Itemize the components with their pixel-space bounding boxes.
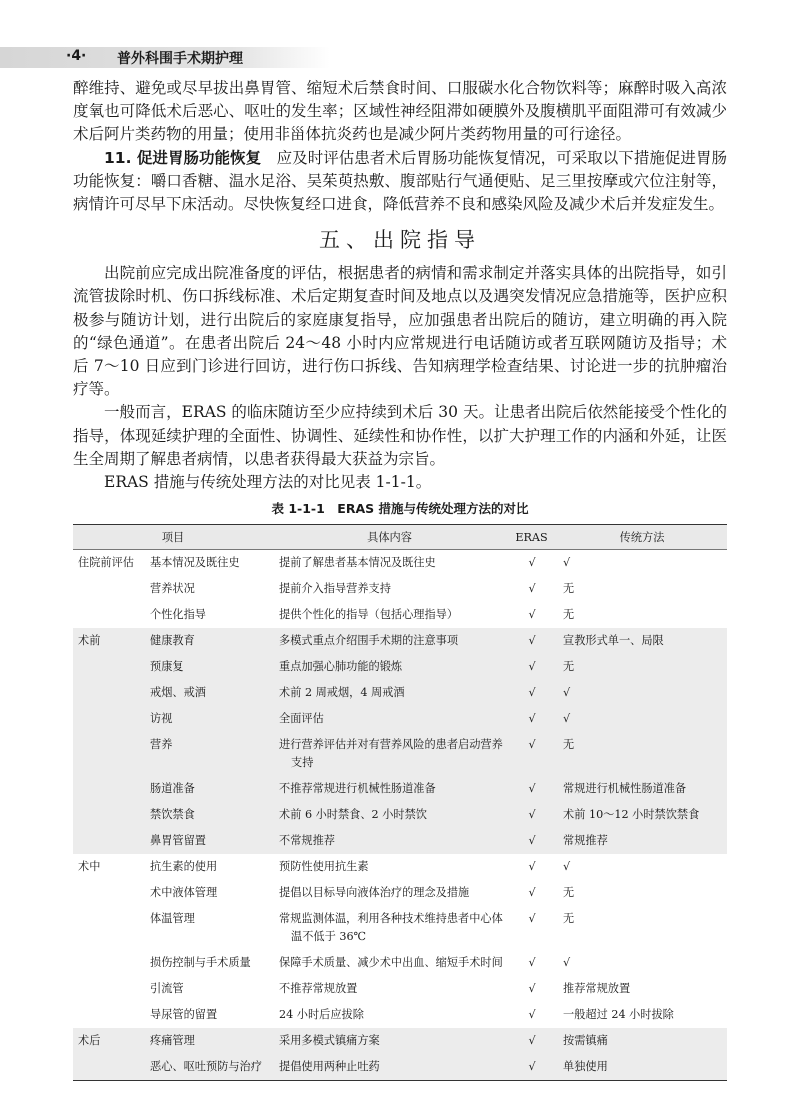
row-eras bbox=[506, 976, 558, 1002]
row-content bbox=[274, 950, 506, 976]
row-eras-text: √ bbox=[528, 956, 536, 970]
row-group bbox=[73, 976, 145, 1002]
row-eras-text: √ bbox=[528, 808, 536, 822]
row-traditional bbox=[558, 906, 727, 950]
body-text-discharge bbox=[73, 262, 727, 494]
row-content bbox=[274, 706, 506, 732]
row-eras bbox=[506, 654, 558, 680]
table-header-row bbox=[73, 525, 727, 550]
row-content-text: 提供个性化的指导（包括心理指导） bbox=[279, 608, 459, 622]
row-traditional-text: 一般超过 24 小时拔除 bbox=[563, 1008, 674, 1022]
row-eras bbox=[506, 854, 558, 880]
row-traditional-text: 常规进行机械性肠道准备 bbox=[563, 782, 687, 796]
book-title: 普外科围手术期护理 bbox=[117, 51, 243, 67]
row-content bbox=[274, 1002, 506, 1028]
row-item bbox=[145, 628, 274, 654]
body-text-top bbox=[73, 77, 727, 216]
row-group bbox=[73, 1054, 145, 1081]
row-content bbox=[274, 550, 506, 577]
row-eras bbox=[506, 880, 558, 906]
row-item bbox=[145, 828, 274, 854]
table-row bbox=[73, 906, 727, 950]
row-item-text: 营养 bbox=[150, 738, 173, 752]
row-content-text: 术前 2 周戒烟，4 周戒酒 bbox=[279, 686, 405, 700]
row-content bbox=[274, 680, 506, 706]
row-eras-text: √ bbox=[528, 634, 536, 648]
row-eras bbox=[506, 706, 558, 732]
row-eras-text: √ bbox=[528, 660, 536, 674]
table-row bbox=[73, 802, 727, 828]
row-traditional bbox=[558, 1054, 727, 1081]
section-title: 五、出院指导 bbox=[319, 228, 481, 253]
row-traditional-text: 无 bbox=[563, 886, 575, 900]
row-group bbox=[73, 776, 145, 802]
row-traditional-text: √ bbox=[563, 860, 571, 874]
row-content bbox=[274, 602, 506, 628]
row-eras bbox=[506, 732, 558, 776]
row-item bbox=[145, 802, 274, 828]
header-content: 具体内容 bbox=[274, 525, 506, 550]
row-content-text: 进行营养评估并对有营养风险的患者启动营养支持 bbox=[279, 738, 503, 770]
row-traditional-text: 常规推荐 bbox=[563, 834, 608, 848]
row-item-text: 抗生素的使用 bbox=[150, 860, 218, 874]
row-eras-text: √ bbox=[528, 582, 536, 596]
row-item-text: 术中液体管理 bbox=[150, 886, 218, 900]
row-eras bbox=[506, 576, 558, 602]
row-item bbox=[145, 854, 274, 880]
row-content bbox=[274, 880, 506, 906]
row-content-text: 常规监测体温，利用各种技术维持患者中心体温不低于 36℃ bbox=[279, 912, 503, 944]
row-item-text: 健康教育 bbox=[150, 634, 195, 648]
table-row bbox=[73, 776, 727, 802]
row-traditional bbox=[558, 628, 727, 654]
row-item-text: 肠道准备 bbox=[150, 782, 195, 796]
row-eras-text: √ bbox=[528, 1034, 536, 1048]
row-traditional-text: 无 bbox=[563, 582, 575, 596]
row-item-text: 引流管 bbox=[150, 982, 184, 996]
row-group bbox=[73, 950, 145, 976]
row-traditional-text: √ bbox=[563, 686, 571, 700]
row-traditional bbox=[558, 576, 727, 602]
row-group bbox=[73, 828, 145, 854]
row-content-text: 提倡以目标导向液体治疗的理念及措施 bbox=[279, 886, 470, 900]
row-traditional bbox=[558, 602, 727, 628]
table-caption: 表 1-1-1 ERAS 措施与传统处理方法的对比 bbox=[271, 501, 529, 517]
comparison-table bbox=[73, 524, 727, 1081]
row-traditional bbox=[558, 976, 727, 1002]
row-traditional-text: 无 bbox=[563, 660, 575, 674]
page-content bbox=[73, 0, 727, 1101]
row-traditional bbox=[558, 1028, 727, 1054]
table-row bbox=[73, 550, 727, 577]
table-row bbox=[73, 576, 727, 602]
row-content-text: 术前 6 小时禁食、2 小时禁饮 bbox=[279, 808, 427, 822]
item-11-text: 应及时评估患者术后胃肠功能恢复情况，可采取以下措施促进胃肠功能恢复：嚼口香糖、温水足浴、吴茱萸热敷、腹部贴行气通便贴、足三里按摩或穴位注射等，病情许可尽早下床活动。尽快恢复经口进食，降低营养不良和感染风险及减少术后并发症发生。 bbox=[73, 148, 727, 214]
row-eras-text: √ bbox=[528, 1060, 536, 1074]
row-group bbox=[73, 576, 145, 602]
row-content-text: 重点加强心肺功能的锻炼 bbox=[279, 660, 403, 674]
row-group bbox=[73, 680, 145, 706]
table-row bbox=[73, 680, 727, 706]
row-eras bbox=[506, 550, 558, 577]
row-item bbox=[145, 1028, 274, 1054]
row-eras bbox=[506, 776, 558, 802]
row-traditional-text: 推荐常规放置 bbox=[563, 982, 631, 996]
row-content bbox=[274, 776, 506, 802]
paragraph: ERAS 措施与传统处理方法的对比见表 1-1-1。 bbox=[104, 473, 432, 492]
row-group bbox=[73, 550, 145, 577]
row-traditional-text: 无 bbox=[563, 608, 575, 622]
row-traditional-text: √ bbox=[563, 556, 571, 570]
row-group bbox=[73, 628, 145, 654]
row-item bbox=[145, 680, 274, 706]
table-row bbox=[73, 950, 727, 976]
paragraph: 醉维持、避免或尽早拔出鼻胃管、缩短术后禁食时间、口服碳水化合物饮料等；麻醉时吸入高浓度氧也可降低术后恶心、呕吐的发生率；区域性神经阻滞如硬膜外及腹横肌平面阻滞可有效减少术后阿片类药物的用量；使用非甾体抗炎药也是减少阿片类药物用量的可行途径。 bbox=[73, 79, 727, 144]
paragraph: 出院前应完成出院准备度的评估，根据患者的病情和需求制定并落实具体的出院指导，如引流管拔除时机、伤口拆线标准、术后定期复查时间及地点以及遇突发情况应急措施等，医护应积极参与随访计划，进行出院后的家庭康复指导，应加强患者出院后的随访，建立明确的再入院的“绿色通道”。在患者出院后 24～48 小时内应常规进行电话随访或者互联网随访及指导；术后 7～10 日应到门诊进行回访，进行伤口拆线、告知病理学检查结果、讨论进一步的抗肿瘤治疗等。 bbox=[73, 264, 727, 399]
row-eras-text: √ bbox=[528, 886, 536, 900]
row-item bbox=[145, 550, 274, 577]
row-content bbox=[274, 976, 506, 1002]
row-traditional-text: 单独使用 bbox=[563, 1060, 608, 1074]
row-item-text: 个性化指导 bbox=[150, 608, 206, 622]
row-eras bbox=[506, 828, 558, 854]
row-traditional bbox=[558, 706, 727, 732]
row-eras-text: √ bbox=[528, 860, 536, 874]
table-row bbox=[73, 602, 727, 628]
row-eras-text: √ bbox=[528, 782, 536, 796]
row-content bbox=[274, 1028, 506, 1054]
row-eras-text: √ bbox=[528, 912, 536, 926]
row-eras-text: √ bbox=[528, 738, 536, 752]
row-traditional bbox=[558, 550, 727, 577]
row-eras-text: √ bbox=[528, 686, 536, 700]
table-row bbox=[73, 1054, 727, 1081]
row-content bbox=[274, 906, 506, 950]
table-row bbox=[73, 1002, 727, 1028]
row-content bbox=[274, 828, 506, 854]
row-item-text: 禁饮禁食 bbox=[150, 808, 195, 822]
row-eras-text: √ bbox=[528, 712, 536, 726]
table-row bbox=[73, 628, 727, 654]
row-group bbox=[73, 854, 145, 880]
row-item bbox=[145, 576, 274, 602]
row-eras bbox=[506, 802, 558, 828]
header-item: 项目 bbox=[73, 525, 274, 550]
row-content bbox=[274, 732, 506, 776]
row-item-text: 导尿管的留置 bbox=[150, 1008, 218, 1022]
row-eras-text: √ bbox=[528, 982, 536, 996]
row-traditional bbox=[558, 732, 727, 776]
table-row bbox=[73, 880, 727, 906]
row-item bbox=[145, 654, 274, 680]
row-group-text: 住院前评估 bbox=[78, 556, 134, 570]
row-content-text: 采用多模式镇痛方案 bbox=[279, 1034, 380, 1048]
row-item-text: 预康复 bbox=[150, 660, 184, 674]
row-group bbox=[73, 602, 145, 628]
row-content-text: 提倡使用两种止吐药 bbox=[279, 1060, 380, 1074]
item-11-paragraph bbox=[73, 147, 727, 217]
row-content bbox=[274, 628, 506, 654]
row-item bbox=[145, 776, 274, 802]
row-item-text: 恶心、呕吐预防与治疗 bbox=[150, 1060, 262, 1074]
row-group-text: 术后 bbox=[78, 1034, 101, 1048]
header-eras: ERAS bbox=[506, 525, 558, 550]
paragraph: 一般而言，ERAS 的临床随访至少应持续到术后 30 天。让患者出院后依然能接受个性化的指导，体现延续护理的全面性、协调性、延续性和协作性，以扩大护理工作的内涵和外延，让医生全周期了解患者病情，以患者获得最大获益为宗旨。 bbox=[73, 403, 727, 468]
row-traditional bbox=[558, 680, 727, 706]
row-content-text: 预防性使用抗生素 bbox=[279, 860, 369, 874]
row-content bbox=[274, 802, 506, 828]
table-row bbox=[73, 854, 727, 880]
row-traditional-text: 术前 10～12 小时禁饮禁食 bbox=[563, 808, 700, 822]
row-group bbox=[73, 906, 145, 950]
row-content bbox=[274, 576, 506, 602]
row-content-text: 提前了解患者基本情况及既往史 bbox=[279, 556, 436, 570]
row-content-text: 不常规推荐 bbox=[279, 834, 335, 848]
row-traditional bbox=[558, 828, 727, 854]
row-traditional bbox=[558, 854, 727, 880]
row-eras-text: √ bbox=[528, 834, 536, 848]
row-traditional bbox=[558, 802, 727, 828]
row-item-text: 基本情况及既往史 bbox=[150, 556, 240, 570]
row-eras bbox=[506, 1028, 558, 1054]
row-group bbox=[73, 802, 145, 828]
row-traditional bbox=[558, 654, 727, 680]
item-11-heading: 11. 促进胃肠功能恢复 bbox=[104, 148, 262, 167]
row-eras bbox=[506, 680, 558, 706]
row-item-text: 鼻胃管留置 bbox=[150, 834, 206, 848]
row-content bbox=[274, 854, 506, 880]
row-item-text: 戒烟、戒酒 bbox=[150, 686, 206, 700]
row-item bbox=[145, 906, 274, 950]
row-eras-text: √ bbox=[528, 608, 536, 622]
row-group bbox=[73, 732, 145, 776]
row-group bbox=[73, 1002, 145, 1028]
row-content bbox=[274, 654, 506, 680]
row-traditional-text: 无 bbox=[563, 912, 575, 926]
row-traditional-text: √ bbox=[563, 712, 571, 726]
row-eras bbox=[506, 602, 558, 628]
row-content-text: 保障手术质量、减少术中出血、缩短手术时间 bbox=[279, 956, 503, 970]
row-eras bbox=[506, 950, 558, 976]
row-item bbox=[145, 880, 274, 906]
table-row bbox=[73, 828, 727, 854]
row-eras-text: √ bbox=[528, 1008, 536, 1022]
row-traditional-text: 无 bbox=[563, 738, 575, 752]
row-traditional-text: √ bbox=[563, 956, 571, 970]
row-group-text: 术中 bbox=[78, 860, 101, 874]
row-eras bbox=[506, 906, 558, 950]
row-traditional-text: 宣教形式单一、局限 bbox=[563, 634, 664, 648]
row-item-text: 营养状况 bbox=[150, 582, 195, 596]
row-traditional bbox=[558, 1002, 727, 1028]
row-content-text: 提前介入指导营养支持 bbox=[279, 582, 391, 596]
row-content-text: 不推荐常规进行机械性肠道准备 bbox=[279, 782, 436, 796]
row-traditional-text: 按需镇痛 bbox=[563, 1034, 608, 1048]
row-item bbox=[145, 950, 274, 976]
row-item bbox=[145, 976, 274, 1002]
row-group bbox=[73, 654, 145, 680]
row-traditional bbox=[558, 880, 727, 906]
row-item-text: 疼痛管理 bbox=[150, 1034, 195, 1048]
row-group bbox=[73, 706, 145, 732]
row-eras bbox=[506, 1002, 558, 1028]
row-content bbox=[274, 1054, 506, 1081]
table-row bbox=[73, 1028, 727, 1054]
row-item bbox=[145, 732, 274, 776]
table-row bbox=[73, 732, 727, 776]
row-eras bbox=[506, 1054, 558, 1081]
row-item bbox=[145, 602, 274, 628]
row-content-text: 不推荐常规放置 bbox=[279, 982, 358, 996]
table-row bbox=[73, 654, 727, 680]
row-traditional bbox=[558, 776, 727, 802]
row-group-text: 术前 bbox=[78, 634, 101, 648]
row-item-text: 访视 bbox=[150, 712, 173, 726]
row-eras bbox=[506, 628, 558, 654]
row-content-text: 全面评估 bbox=[279, 712, 324, 726]
header-traditional: 传统方法 bbox=[558, 525, 727, 550]
table-row bbox=[73, 976, 727, 1002]
row-content-text: 多模式重点介绍围手术期的注意事项 bbox=[279, 634, 459, 648]
row-item bbox=[145, 1002, 274, 1028]
row-eras-text: √ bbox=[528, 556, 536, 570]
row-group bbox=[73, 880, 145, 906]
row-item bbox=[145, 706, 274, 732]
page-number: ·4· bbox=[66, 48, 87, 64]
row-item bbox=[145, 1054, 274, 1081]
row-item-text: 损伤控制与手术质量 bbox=[150, 956, 251, 970]
row-content-text: 24 小时后应拔除 bbox=[279, 1008, 364, 1022]
row-group bbox=[73, 1028, 145, 1054]
row-item-text: 体温管理 bbox=[150, 912, 195, 926]
row-traditional bbox=[558, 950, 727, 976]
table-row bbox=[73, 706, 727, 732]
